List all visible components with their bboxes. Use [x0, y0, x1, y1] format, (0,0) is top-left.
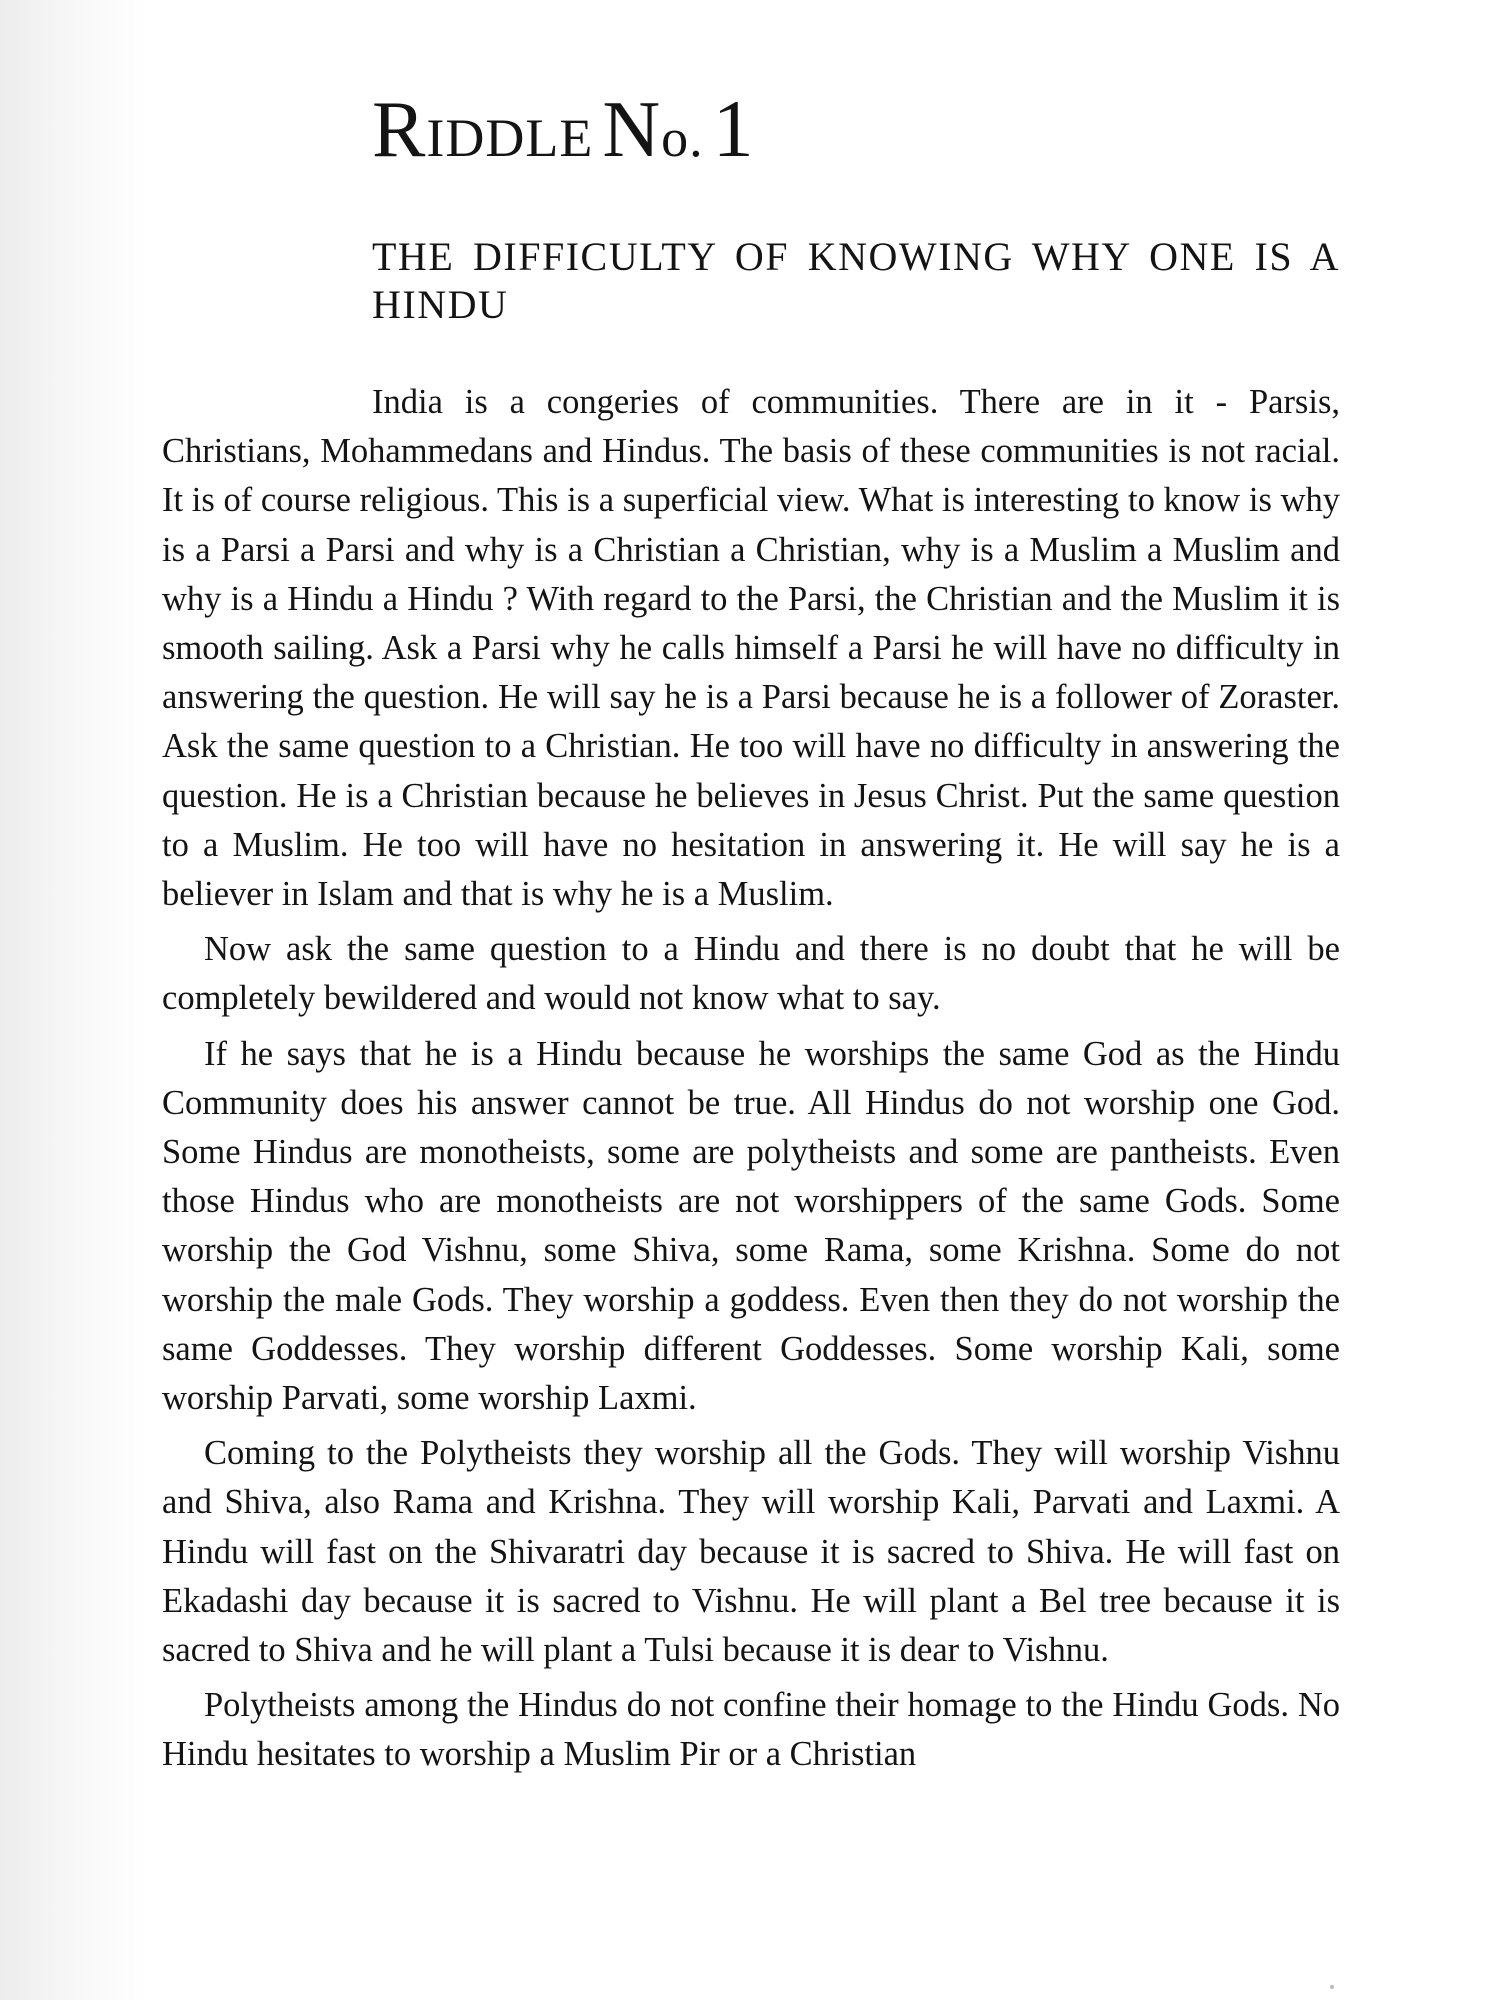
paragraph-1: India is a congeries of communities. There are in it - Parsis, Christians, Mohammedans and Hindus. The basis of these communities is not racial. It is of course religious. This is a superficial view. What is interesting to know is why is a Parsi a Parsi and why is a Christian a Christian, why is a Muslim a Muslim and why is a Hindu a Hindu ? With regard to the Parsi, the Christian and the Muslim it is smooth sailing. Ask a Parsi why he calls himself a Parsi he will have no difficulty in answering the question. He will say he is a Parsi because he is a follower of Zoraster. Ask the same question to a Christian. He too will have no difficulty in answering the question. He is a Christian because he believes in Jesus Christ. Put the same question to a Muslim. He too will have no hesitation in answering it. He will say he is a believer in Islam and that is why he is a Muslim.	[162, 383, 1340, 914]
binding-gutter-shadow	[0, 0, 150, 2000]
scan-speck	[1330, 1985, 1334, 1989]
paragraph-3: If he says that he is a Hindu because he worships the same God as the Hindu Community does his answer cannot be true. All Hindus do not worship one God. Some Hindus are monotheists, some are polytheists and some are pantheists. Even those Hindus who are monotheists are not worshippers of the same Gods. Some worship the God Vishnu, some Shiva, some Rama, some Krishna. Some do not worship the male Gods. They worship a goddess. Even then they do not worship the same Goddesses. They worship different Goddesses. Some worship Kali, some worship Parvati, some worship Laxmi.	[162, 1034, 1340, 1418]
body-text	[162, 378, 1340, 1786]
paragraph-4: Coming to the Polytheists they worship all the Gods. They will worship Vishnu and Shiva, also Rama and Krishna. They will worship Kali, Parvati and Laxmi. A Hindu will fast on the Shivaratri day because it is sacred to Shiva. He will fast on Ekadashi day because it is sacred to Vishnu. He will plant a Bel tree because it is sacred to Shiva and he will plant a Tulsi because it is dear to Vishnu.	[162, 1434, 1340, 1670]
title-initial: R	[372, 86, 427, 174]
paragraph-5: Polytheists among the Hindus do not confine their homage to the Hindu Gods. No Hindu hesitates to worship a Muslim Pir or a Christian	[162, 1686, 1340, 1774]
chapter-subtitle: THE DIFFICULTY OF KNOWING WHY ONE IS A HINDU	[372, 234, 1340, 327]
title-no-initial: N	[602, 86, 662, 174]
title-number: 1	[712, 83, 755, 174]
chapter-title	[372, 83, 755, 174]
title-rest: IDDLE	[426, 108, 594, 168]
paragraph-2: Now ask the same question to a Hindu and there is no doubt that he will be completely bewildered and would not know what to say.	[162, 930, 1340, 1018]
title-no-rest: o.	[661, 108, 704, 168]
